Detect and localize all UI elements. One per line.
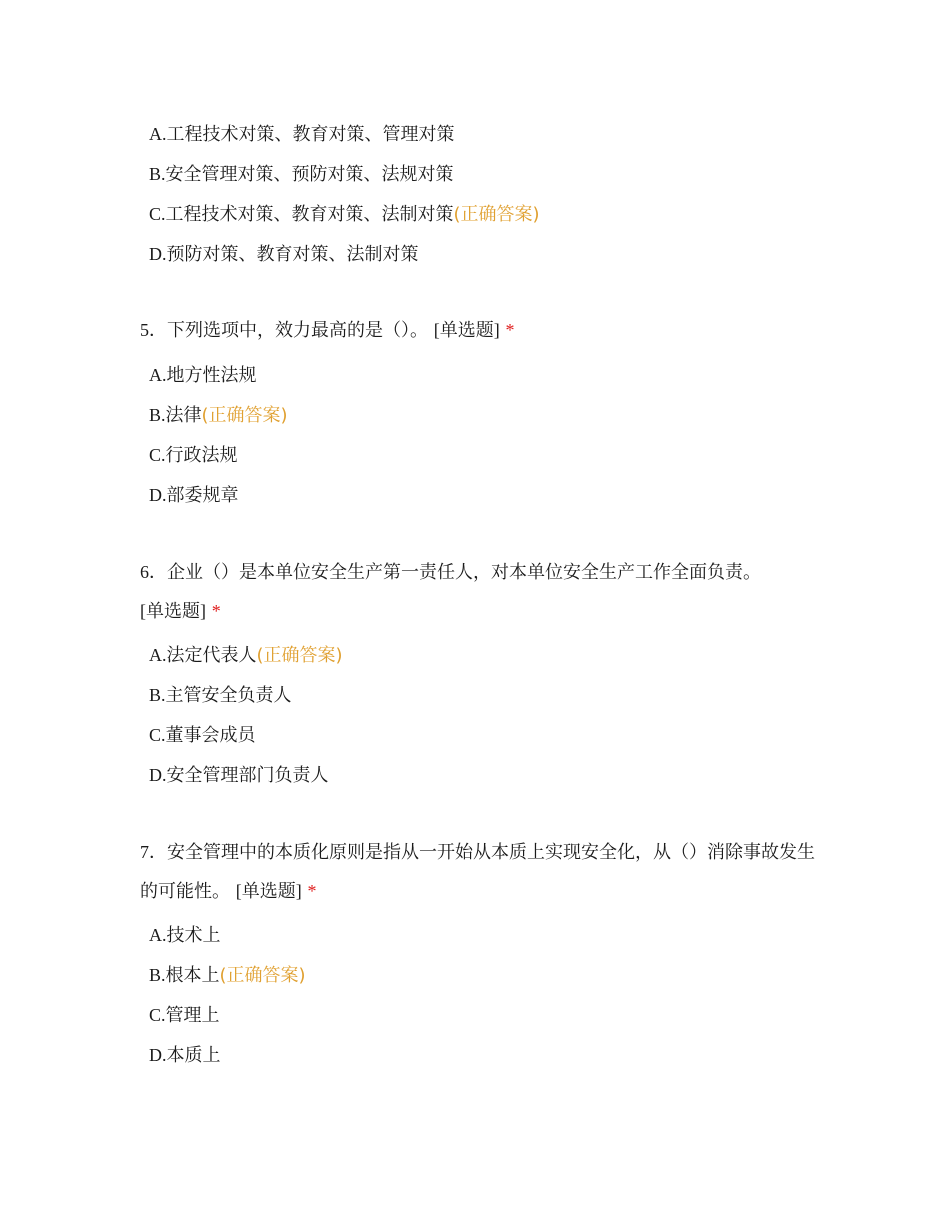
option-4a[interactable] (149, 114, 849, 154)
option-text: 工程技术对策、教育对策、管理对策 (166, 124, 455, 145)
option-5d[interactable] (149, 475, 849, 515)
option-letter: A. (149, 645, 167, 665)
option-text: 行政法规 (165, 445, 238, 466)
option-text: 董事会成员 (165, 725, 256, 746)
question-6-options (149, 635, 849, 795)
option-text: 法律 (165, 405, 202, 426)
question-5-title (140, 311, 820, 350)
option-letter: C. (149, 1005, 166, 1025)
question-6-title (140, 553, 820, 631)
question-type: [单选题] (140, 601, 206, 621)
option-letter: B. (149, 405, 166, 425)
option-7a[interactable] (149, 915, 849, 955)
correct-answer-mark: (正确答案) (201, 405, 288, 426)
question-text: 企业（）是本单位安全生产第一责任人，对本单位安全生产工作全面负责。 (167, 562, 761, 583)
option-letter: D. (149, 1045, 167, 1065)
correct-answer-mark: (正确答案) (219, 965, 306, 986)
option-text: 预防对策、教育对策、法制对策 (166, 244, 419, 265)
option-letter: B. (149, 164, 166, 184)
option-text: 根本上 (165, 965, 220, 986)
option-text: 地方性法规 (166, 365, 257, 386)
option-4d[interactable] (149, 234, 849, 274)
question-number: 5． (140, 320, 167, 340)
option-letter: A. (149, 925, 167, 945)
correct-answer-mark: (正确答案) (453, 204, 540, 225)
option-text: 法定代表人 (166, 645, 257, 666)
option-4c[interactable] (149, 194, 849, 234)
option-text: 本质上 (166, 1045, 221, 1066)
question-text: 安全管理中的本质化原则是指从一开始从本质上实现安全化，从（）消除事故发生的可能性。 (140, 842, 815, 902)
option-letter: C. (149, 204, 166, 224)
option-letter: C. (149, 725, 166, 745)
question-number: 7． (140, 842, 167, 862)
option-text: 安全管理对策、预防对策、法规对策 (165, 164, 454, 185)
required-mark: * (307, 881, 317, 901)
required-mark: * (211, 601, 221, 621)
option-5c[interactable] (149, 435, 849, 475)
option-7c[interactable] (149, 995, 849, 1035)
option-letter: A. (149, 365, 167, 385)
option-letter: B. (149, 965, 166, 985)
question-7-title (140, 833, 820, 911)
correct-answer-mark: (正确答案) (256, 645, 343, 666)
question-type: [单选题] (235, 881, 302, 901)
option-7d[interactable] (149, 1035, 849, 1075)
question-text: 下列选项中，效力最高的是（）。 (167, 320, 428, 341)
option-7b[interactable] (149, 955, 849, 995)
option-6d[interactable] (149, 755, 849, 795)
required-mark: * (505, 320, 515, 340)
option-text: 工程技术对策、教育对策、法制对策 (165, 204, 454, 225)
option-text: 安全管理部门负责人 (166, 765, 329, 786)
question-type: [单选题] (433, 320, 500, 340)
option-5a[interactable] (149, 355, 849, 395)
option-letter: A. (149, 124, 167, 144)
option-text: 部委规章 (166, 485, 239, 506)
question-4-options (149, 114, 849, 274)
option-5b[interactable] (149, 395, 849, 435)
option-letter: C. (149, 445, 166, 465)
option-text: 管理上 (165, 1005, 220, 1026)
option-6a[interactable] (149, 635, 849, 675)
option-letter: D. (149, 765, 167, 785)
option-4b[interactable] (149, 154, 849, 194)
option-letter: D. (149, 485, 167, 505)
option-letter: D. (149, 244, 167, 264)
question-number: 6． (140, 562, 167, 582)
question-7-options (149, 915, 849, 1075)
option-text: 主管安全负责人 (165, 685, 292, 706)
option-6c[interactable] (149, 715, 849, 755)
option-6b[interactable] (149, 675, 849, 715)
option-text: 技术上 (166, 925, 221, 946)
question-5-options (149, 355, 849, 515)
option-letter: B. (149, 685, 166, 705)
